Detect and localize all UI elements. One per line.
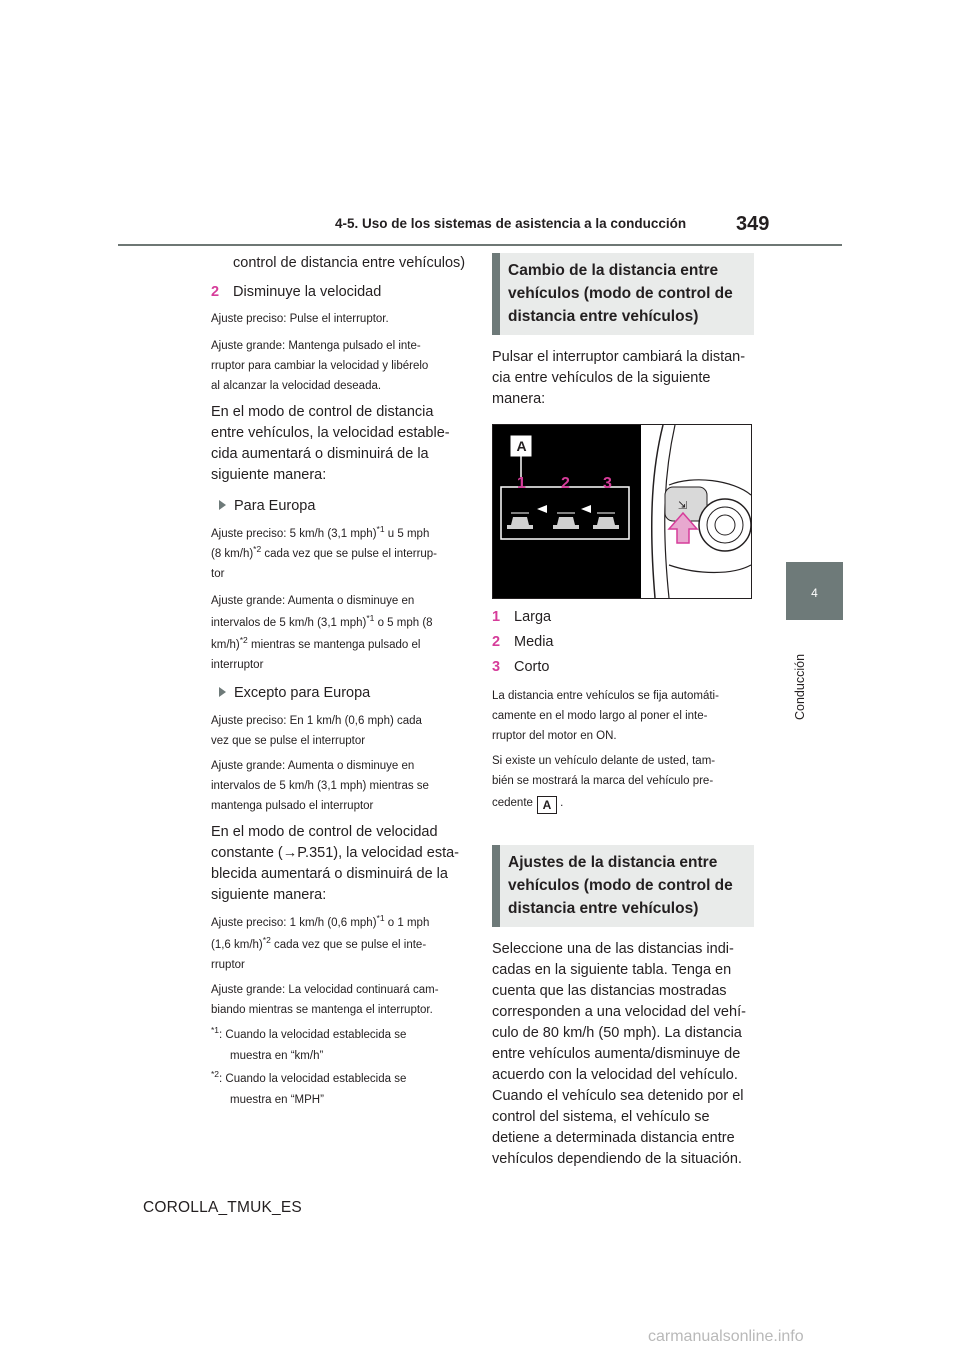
text-line: biando mientras se mantenga el interruptor. (211, 1004, 433, 1016)
text: cada vez que se pulse el inte- (270, 939, 427, 951)
footnote-mark: *1 (366, 613, 375, 623)
figure-number-3: 3 (603, 475, 612, 492)
heading-line: distancia entre vehículos) (508, 900, 699, 917)
text-line: Ajuste grande: Aumenta o disminuye en (211, 760, 415, 772)
marker-a-box: A (537, 796, 557, 814)
text-line: Seleccione una de las distancias indi- (492, 941, 734, 957)
text-line: siguiente manera: (211, 887, 327, 903)
footnote-mark: *2 (262, 935, 271, 945)
europe-coarse-note (211, 590, 476, 674)
non-europe-subheading (211, 683, 476, 704)
section-title: 4-5. Uso de los sistemas de asistencia a la conducción (335, 216, 687, 231)
chapter-label-wrap (793, 630, 813, 720)
text: . (560, 797, 564, 809)
heading-line: vehículos (modo de control de (508, 877, 733, 894)
page-number: 349 (736, 213, 770, 235)
text: (8 km/h) (211, 548, 254, 560)
text-line: detiene a determinada distancia entre (492, 1130, 735, 1146)
text-line: intervalos de 5 km/h (3,1 mph) mientras se (211, 780, 429, 792)
text-line: muestra en “km/h” (230, 1050, 324, 1062)
auto-long-note (492, 686, 754, 746)
text: : Cuando la velocidad establecida se (219, 1073, 407, 1085)
left-column (211, 253, 476, 1110)
page-reference-link[interactable]: P.351), la velocidad esta- (297, 845, 460, 861)
non-europe-fine-note (211, 711, 476, 751)
text-line: control del sistema, el vehículo se (492, 1109, 710, 1125)
list-item (492, 630, 754, 655)
text-line: Pulsar el interruptor cambiará la distan- (492, 349, 746, 365)
arrow-right-icon: → (282, 845, 298, 861)
text-line: En el modo de control de velocidad (211, 824, 438, 840)
section-heading-change-distance (492, 253, 754, 335)
text: : Cuando la velocidad establecida se (219, 1029, 407, 1041)
svg-text:⇲: ⇲ (678, 499, 688, 512)
text-line: Ajuste grande: Mantenga pulsado el inte- (211, 340, 421, 352)
text: u 5 mph (384, 528, 430, 540)
text-line: Ajuste preciso: En 1 km/h (0,6 mph) cada (211, 715, 422, 727)
non-europe-coarse-note (211, 756, 476, 816)
footnote-2 (211, 1068, 476, 1110)
text: cedente (492, 797, 533, 809)
text-line: Si existe un vehículo delante de usted, tam- (492, 755, 716, 767)
item-text: Corto (514, 659, 550, 675)
text-line: interruptor (211, 659, 264, 671)
heading-line: distancia entre vehículos) (508, 308, 699, 325)
text-line: corresponden a una velocidad del vehí- (492, 1004, 746, 1020)
text-line: siguiente manera: (211, 467, 327, 483)
text: (1,6 km/h) (211, 939, 263, 951)
item-number: 1 (492, 609, 501, 625)
text-line: En el modo de control de distancia (211, 404, 434, 420)
subheading-text: Para Europa (234, 498, 316, 514)
distance-mode-paragraph (211, 402, 476, 486)
fine-adjust-note: Ajuste preciso: Pulse el interruptor. (211, 313, 389, 325)
text-line: bién se mostrará la marca del vehículo pre- (492, 775, 714, 787)
text: Ajuste preciso: 1 km/h (0,6 mph) (211, 917, 377, 929)
header-rule (118, 244, 842, 246)
footnote-mark: *1 (211, 1025, 220, 1035)
model-code-footer: COROLLA_TMUK_ES (143, 1199, 302, 1216)
text-line: muestra en “MPH” (230, 1094, 324, 1106)
text-line: entre vehículos aumenta/disminuye de (492, 1046, 741, 1062)
text: cada vez que se pulse el interrup- (261, 548, 438, 560)
heading-line: Ajustes de la distancia entre (508, 854, 718, 871)
text: o 1 mph (384, 917, 430, 929)
constant-speed-paragraph (211, 822, 476, 906)
figure-number-2: 2 (561, 475, 570, 492)
distance-settings-paragraph (492, 939, 754, 1170)
item-number: 2 (211, 284, 220, 300)
text-line: acuerdo con la velocidad del vehículo. (492, 1067, 738, 1083)
section-heading-distance-settings (492, 845, 754, 927)
distance-list (492, 605, 754, 680)
right-column (492, 253, 754, 1170)
text: intervalos de 5 km/h (3,1 mph) (211, 617, 367, 629)
footnote-1 (211, 1024, 476, 1066)
text-line: vehículos dependiendo de la situación. (492, 1151, 742, 1167)
text-line: vez que se pulse el interruptor (211, 735, 366, 747)
text-line: Ajuste grande: La velocidad continuará cam- (211, 984, 439, 996)
text-line: cadas en la siguiente tabla. Tenga en (492, 962, 732, 978)
footnote-mark: *2 (211, 1069, 220, 1079)
text: o 5 mph (8 (374, 617, 433, 629)
text-line: cida aumentará o disminuirá de la (211, 446, 429, 462)
footnote-mark: *1 (376, 913, 385, 923)
constant-speed-coarse-note (211, 980, 476, 1020)
text-line: rruptor para cambiar la velocidad y libérelo (211, 360, 429, 372)
footnote-mark: *2 (253, 544, 262, 554)
text: km/h) (211, 639, 240, 651)
watermark: carmanualsonline.info (648, 1328, 804, 1345)
text-line: La distancia entre vehículos se fija automáti- (492, 690, 719, 702)
text: mientras se mantenga pulsado el (247, 639, 421, 651)
figure-label-a: A (516, 438, 527, 454)
text-line: tor (211, 568, 225, 580)
triangle-bullet-icon (219, 687, 226, 697)
europe-subheading (211, 496, 476, 517)
text-line: cia entre vehículos de la siguiente (492, 370, 711, 386)
item-text: Media (514, 634, 554, 650)
preceding-vehicle-note (492, 751, 754, 815)
text-line: rruptor (211, 959, 245, 971)
item-number: 3 (492, 659, 501, 675)
item-text: Disminuye la velocidad (233, 284, 382, 300)
figure-illustration (493, 425, 751, 598)
figure-number-1: 1 (517, 475, 526, 492)
text: constante ( (211, 845, 283, 861)
europe-fine-note (211, 524, 476, 584)
text-line: entre vehículos, la velocidad estable- (211, 425, 450, 441)
continued-text: control de distancia entre vehículos) (233, 255, 466, 271)
text-line: cuenta que las distancias mostradas (492, 983, 727, 999)
constant-speed-fine-note (211, 912, 476, 974)
chapter-number: 4 (811, 586, 818, 600)
heading-line: vehículos (modo de control de (508, 285, 733, 302)
coarse-adjust-note (211, 336, 476, 396)
triangle-bullet-icon (219, 500, 226, 510)
subheading-text: Excepto para Europa (234, 685, 371, 701)
text-line: al alcanzar la velocidad deseada. (211, 380, 382, 392)
item-number: 2 (492, 634, 501, 650)
chapter-label: Conducción (793, 653, 807, 720)
heading-line: Cambio de la distancia entre (508, 262, 719, 279)
list-item (492, 605, 754, 630)
text-line: blecida aumentará o disminuirá de la (211, 866, 448, 882)
list-item (492, 655, 754, 680)
text-line: rruptor del motor en ON. (492, 730, 617, 742)
text-line: mantenga pulsado el interruptor (211, 800, 374, 812)
text: Ajuste preciso: 5 km/h (3,1 mph) (211, 528, 377, 540)
footnote-mark: *1 (376, 524, 385, 534)
item-text: Larga (514, 609, 552, 625)
list-item-decrease (211, 282, 476, 303)
intro-paragraph (492, 347, 754, 410)
text-line: Cuando el vehículo sea detenido por el (492, 1088, 744, 1104)
text-line: culo de 80 km/h (50 mph). La distancia (492, 1025, 742, 1041)
text-line: camente en el modo largo al poner el inte- (492, 710, 708, 722)
footnote-mark: *2 (239, 635, 248, 645)
text-line: manera: (492, 391, 546, 407)
text-line: Ajuste grande: Aumenta o disminuye en (211, 595, 415, 607)
distance-switch-figure (492, 424, 752, 599)
